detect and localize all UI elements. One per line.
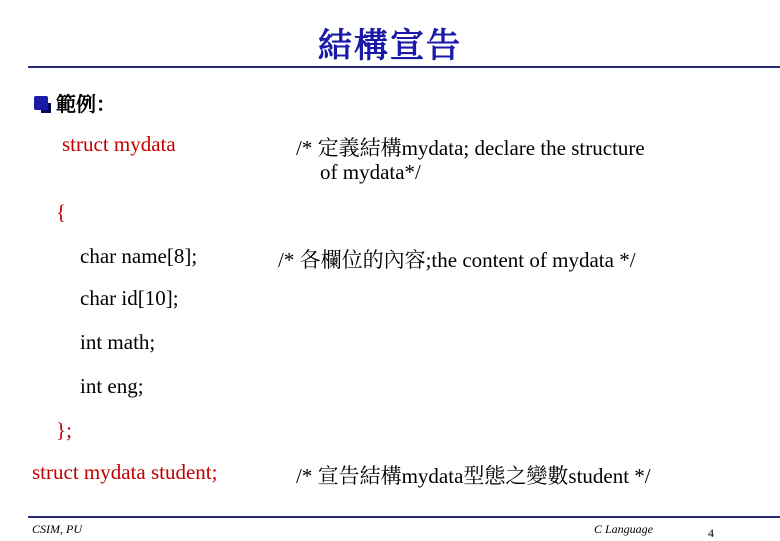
comment-define-line2: of mydata*/ [320,160,421,184]
close-brace: }; [56,418,72,442]
struct-declaration: struct mydata [62,132,176,156]
slide-title: 結構宣告 [318,28,462,65]
field-id: char id[10]; [80,286,179,310]
comment-variable: /* 宣告結構mydata型態之變數student */ [296,464,651,488]
bottom-divider [28,516,780,518]
example-bullet [34,88,116,117]
comment-define-line1: /* 定義結構mydata; declare the structure [296,136,645,160]
open-brace: { [56,200,67,224]
field-eng: int eng; [80,374,144,398]
page-number: 4 [708,526,714,540]
example-label: 範例： [56,94,116,116]
variable-declaration: struct mydata student; [32,460,218,484]
top-divider [28,66,780,68]
field-name: char name[8]; [80,244,198,268]
comment-fields: /* 各欄位的內容;the content of mydata */ [278,248,636,272]
square-bullet-icon [34,96,48,110]
footer-org: CSIM, PU [32,522,82,536]
footer-course: C Language [594,522,654,536]
field-math: int math; [80,330,156,354]
